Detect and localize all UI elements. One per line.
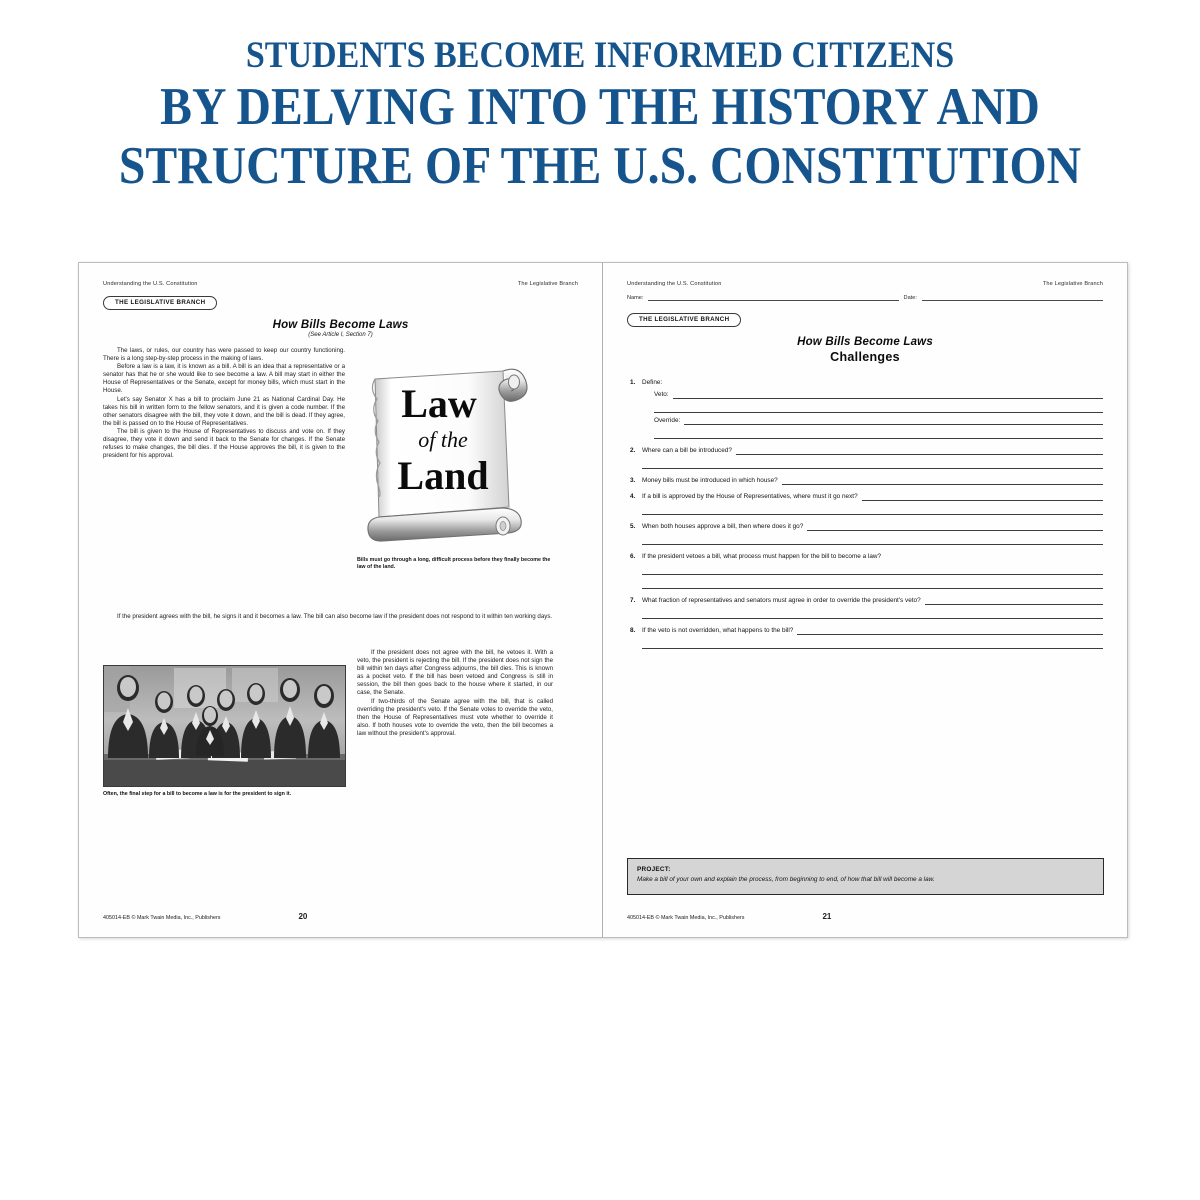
right-footer-credit: 405014-EB © Mark Twain Media, Inc., Publishers	[627, 915, 745, 921]
question-number: 1.	[630, 378, 636, 386]
scroll-text-ofthe: of the	[418, 427, 468, 452]
question-number: 6.	[630, 552, 636, 560]
question-body	[642, 626, 1103, 649]
answer-line[interactable]	[654, 399, 1103, 413]
question-number: 4.	[630, 492, 636, 500]
photo-caption: Often, the final step for a bill to become a law is for the president to sign it.	[103, 791, 292, 797]
question-body	[642, 446, 1103, 469]
answer-line[interactable]	[642, 635, 1103, 649]
scroll-text-law: Law	[401, 381, 477, 426]
left-body-area	[103, 347, 578, 852]
answer-line[interactable]	[654, 425, 1103, 439]
sub-question-override	[654, 416, 1103, 425]
right-worksheet-subtitle: Challenges	[830, 349, 900, 364]
left-running-head	[103, 281, 578, 287]
right-footer	[627, 912, 1104, 921]
question-text: Money bills must be introduced in which house?	[642, 476, 778, 484]
sub-question-veto	[654, 390, 1103, 399]
question-number: 2.	[630, 446, 636, 454]
question-line	[642, 476, 1103, 485]
headline-line-3: STRUCTURE OF THE U.S. CONSTITUTION	[118, 137, 1082, 195]
question-body	[642, 476, 1103, 485]
question-text: What fraction of representatives and senators must agree in order to override the president's veto?	[642, 596, 921, 604]
scroll-caption: Bills must go through a long, difficult process before they finally become the law of the land.	[357, 557, 551, 570]
answer-line[interactable]	[642, 575, 1103, 589]
answer-line[interactable]	[673, 391, 1103, 399]
question-text: When both houses approve a bill, then where does it go?	[642, 522, 804, 530]
left-full-width-paragraph	[103, 613, 553, 621]
name-label: Name:	[627, 295, 644, 301]
right-column-lower	[357, 649, 553, 738]
headline-line-2: BY DELVING INTO THE HISTORY AND	[160, 78, 1040, 136]
answer-line[interactable]	[807, 523, 1103, 531]
scroll-text-land: Land	[397, 453, 489, 498]
question-item	[627, 626, 1103, 649]
date-label: Date:	[903, 295, 917, 301]
branch-badge-left: THE LEGISLATIVE BRANCH	[103, 296, 217, 310]
left-worksheet-subtitle: (See Article I, Section 7)	[308, 332, 373, 338]
project-label: PROJECT:	[637, 866, 671, 873]
question-text: Where can a bill be introduced?	[642, 446, 732, 454]
question-number: 5.	[630, 522, 636, 530]
question-item	[627, 552, 1103, 589]
answer-line[interactable]	[642, 455, 1103, 469]
left-worksheet-title: How Bills Become Laws	[272, 318, 409, 331]
right-badge-wrap	[627, 308, 1103, 327]
question-number: 7.	[630, 596, 636, 604]
paragraph: The bill is given to the House of Representatives to discuss and vote on. If they disagree, they vote it down and send it back to the Senate for changes. If the Senate refuses to make changes, the bill dies. If the House approves the bill, it is given to the president for his approval.	[103, 427, 345, 460]
question-text: If the president vetoes a bill, what process must happen for the bill to become a law?	[642, 552, 882, 560]
answer-line[interactable]	[642, 561, 1103, 575]
bill-signing-photo-figure	[103, 665, 346, 798]
book-spread	[78, 262, 1128, 938]
scroll-icon	[353, 355, 553, 555]
branch-badge-right: THE LEGISLATIVE BRANCH	[627, 313, 741, 327]
question-body	[642, 378, 1103, 439]
promo-headline	[0, 34, 1200, 196]
question-text: Define:	[642, 378, 663, 386]
answer-line[interactable]	[862, 493, 1103, 501]
name-input-line[interactable]	[648, 294, 898, 301]
answer-line[interactable]	[797, 627, 1103, 635]
paragraph: Let's say Senator X has a bill to proclaim June 21 as National Cardinal Day. He takes his bill in written form to the fellow senators, and it is given a code number. If the other senators disagree with the bill, they vote it down, and the bill is dead. If they agree, the bill is passed on to the House of Representatives.	[103, 395, 345, 427]
left-footer	[103, 912, 580, 921]
left-column-upper	[103, 347, 345, 460]
right-worksheet-title: How Bills Become Laws	[797, 335, 933, 348]
right-page	[603, 263, 1127, 937]
answer-line[interactable]	[736, 447, 1103, 455]
left-page	[79, 263, 603, 937]
paragraph: If the president does not agree with the bill, he vetoes it. With a veto, the president is rejecting the bill. If the president does not sign the bill within ten days after Congress adjourns, the bill dies. This is known as a pocket veto. If the bill has been vetoed and Congress is still in session, the bill then goes back to the house where it started, in our case, the Senate.	[357, 649, 553, 697]
date-input-line[interactable]	[922, 294, 1103, 301]
question-body	[642, 596, 1103, 619]
left-running-head-title: Understanding the U.S. Constitution	[103, 281, 198, 287]
right-running-head	[627, 281, 1103, 287]
project-text: Make a bill of your own and explain the process, from beginning to end, of how that bill will become a law.	[637, 876, 935, 883]
question-item	[627, 378, 1103, 439]
question-number: 3.	[630, 476, 636, 484]
answer-line[interactable]	[782, 477, 1103, 485]
question-text: If the veto is not overridden, what happens to the bill?	[642, 626, 794, 634]
sub-question-label: Override:	[654, 416, 681, 424]
question-body	[642, 492, 1103, 515]
question-item	[627, 492, 1103, 515]
question-body	[642, 552, 1103, 589]
question-line	[642, 522, 1103, 531]
paragraph: If the president agrees with the bill, he signs it and it becomes a law. The bill can also become law if the president does not respond to it within ten working days.	[117, 613, 553, 620]
answer-line[interactable]	[642, 501, 1103, 515]
left-badge-wrap	[103, 291, 578, 310]
sub-question-label: Veto:	[654, 390, 669, 398]
question-item	[627, 476, 1103, 485]
question-line	[642, 446, 1103, 455]
paragraph: Before a law is a law, it is known as a bill. A bill is an idea that a representative or a senator has that he or she would like to see become a law. A bill may start in either the House of Representatives or the Senate, except for money bills, which must start in the House.	[103, 363, 345, 395]
question-text: If a bill is approved by the House of Representatives, where must it go next?	[642, 492, 858, 500]
question-item	[627, 446, 1103, 469]
photo-image	[104, 666, 346, 787]
name-date-row	[627, 294, 1103, 301]
question-body	[642, 522, 1103, 545]
question-line	[642, 626, 1103, 635]
question-item	[627, 596, 1103, 619]
left-page-number: 20	[298, 912, 308, 921]
answer-line[interactable]	[642, 605, 1103, 619]
question-number: 8.	[630, 626, 636, 634]
bill-signing-photo	[103, 665, 346, 787]
right-running-head-title: Understanding the U.S. Constitution	[627, 281, 722, 287]
answer-line[interactable]	[684, 417, 1103, 425]
answer-line[interactable]	[925, 597, 1103, 605]
left-running-head-section: The Legislative Branch	[517, 281, 578, 287]
question-item	[627, 522, 1103, 545]
law-of-the-land-scroll-illustration	[353, 355, 553, 555]
question-line	[642, 596, 1103, 605]
answer-line[interactable]	[642, 531, 1103, 545]
headline-line-1: STUDENTS BECOME INFORMED CITIZENS	[245, 35, 955, 76]
paragraph: If two-thirds of the Senate agree with the bill, that is called overriding the president's veto. If the Senate votes to override the veto, then the House of Representatives must vote whether to override it also. If both houses vote to override the veto, then the bill becomes a law without the president's approval.	[357, 697, 553, 737]
left-footer-credit: 405014-EB © Mark Twain Media, Inc., Publishers	[103, 915, 221, 921]
right-running-head-section: The Legislative Branch	[1042, 281, 1103, 287]
project-box	[627, 858, 1104, 895]
challenge-questions-list	[627, 378, 1103, 649]
question-line	[642, 492, 1103, 501]
paragraph: The laws, or rules, our country has were passed to keep our country functioning. There is a long step-by-step process in the making of laws.	[103, 347, 345, 363]
right-page-number: 21	[822, 912, 832, 921]
